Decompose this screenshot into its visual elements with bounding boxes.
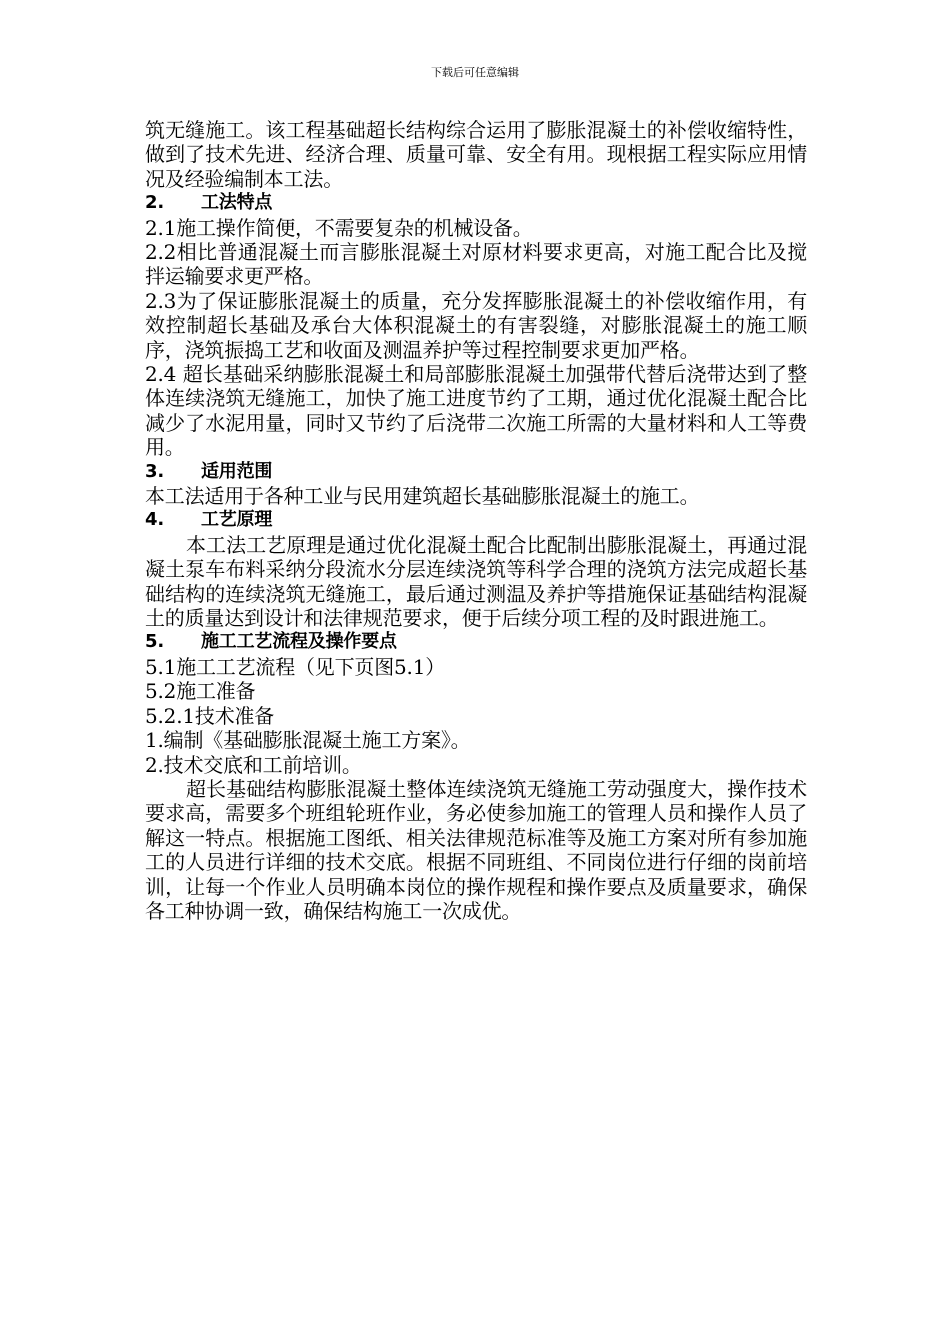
section-number: 5. xyxy=(145,631,164,653)
page-header: 下载后可任意编辑 xyxy=(431,66,519,79)
paragraph-3: 本工法适用于各种工业与民用建筑超长基础膨胀混凝土的施工。 xyxy=(145,484,700,509)
paragraph-training: 超长基础结构膨胀混凝土整体连续浇筑无缝施工劳动强度大，操作技术要求高，需要多个班组轮班作业，务必使参加施工的管理人员和操作人员了解这一特点。根据施工图纸、相关法律规范标准等及施工方案对所有参加施工的人员进行详细的技术交底。根据不同班组、不同岗位进行仔细的岗前培训，让每一个作业人员明确本岗位的操作规程和操作要点及质量要求，确保各工种协调一致，确保结构施工一次成优。 xyxy=(145,776,807,923)
section-title: 工法特点 xyxy=(201,192,273,214)
section-heading-3 xyxy=(145,460,807,484)
section-title: 施工工艺流程及操作要点 xyxy=(201,631,397,653)
paragraph-5-2: 5.2施工准备 xyxy=(145,679,256,704)
paragraph-5-1: 5.1施工工艺流程（见下页图5.1） xyxy=(145,654,446,679)
list-item-2: 2.技术交底和工前培训。 xyxy=(145,752,362,777)
section-number: 2. xyxy=(145,192,164,214)
section-heading-5 xyxy=(145,630,807,654)
paragraph-2-3: 2.3为了保证膨胀混凝土的质量，充分发挥膨胀混凝土的补偿收缩作用，有效控制超长基础及承台大体积混凝土的有害裂缝，对膨胀混凝土的施工顺序，浇筑振捣工艺和收面及测温养护等过程控制要求更加严格。 xyxy=(145,288,807,362)
paragraph-2-1: 2.1施工操作简便，不需要复杂的机械设备。 xyxy=(145,215,533,240)
section-number: 4. xyxy=(145,509,164,531)
paragraph-intro: 筑无缝施工。该工程基础超长结构综合运用了膨胀混凝土的补偿收缩特性，做到了技术先进、经济合理、质量可靠、安全有用。现根据工程实际应用情况及经验编制本工法。 xyxy=(145,118,807,191)
section-number: 3. xyxy=(145,460,164,482)
paragraph-5-2-1: 5.2.1技术准备 xyxy=(145,703,275,728)
list-item-1: 1.编制《基础膨胀混凝土施工方案》。 xyxy=(145,728,471,753)
section-heading-4 xyxy=(145,508,807,532)
section-title: 适用范围 xyxy=(201,460,273,482)
paragraph-4: 本工法工艺原理是通过优化混凝土配合比配制出膨胀混凝土，再通过混凝土泵车布料采纳分段流水分层连续浇筑等科学合理的浇筑方法完成超长基础结构的连续浇筑无缝施工，最后通过测温及养护等措施保证基础结构混凝土的质量达到设计和法律规范要求，便于后续分项工程的及时跟进施工。 xyxy=(145,532,807,631)
document-body xyxy=(145,118,807,923)
section-heading-2 xyxy=(145,191,807,215)
section-title: 工艺原理 xyxy=(201,509,273,531)
paragraph-2-2: 2.2相比普通混凝土而言膨胀混凝土对原材料要求更高，对施工配合比及搅拌运输要求更严格。 xyxy=(145,240,807,289)
paragraph-2-4: 2.4 超长基础采纳膨胀混凝土和局部膨胀混凝土加强带代替后浇带达到了整体连续浇筑无缝施工，加快了施工进度节约了工期，通过优化混凝土配合比减少了水泥用量，同时又节约了后浇带二次施工所需的大量材料和人工等费用。 xyxy=(145,362,807,460)
